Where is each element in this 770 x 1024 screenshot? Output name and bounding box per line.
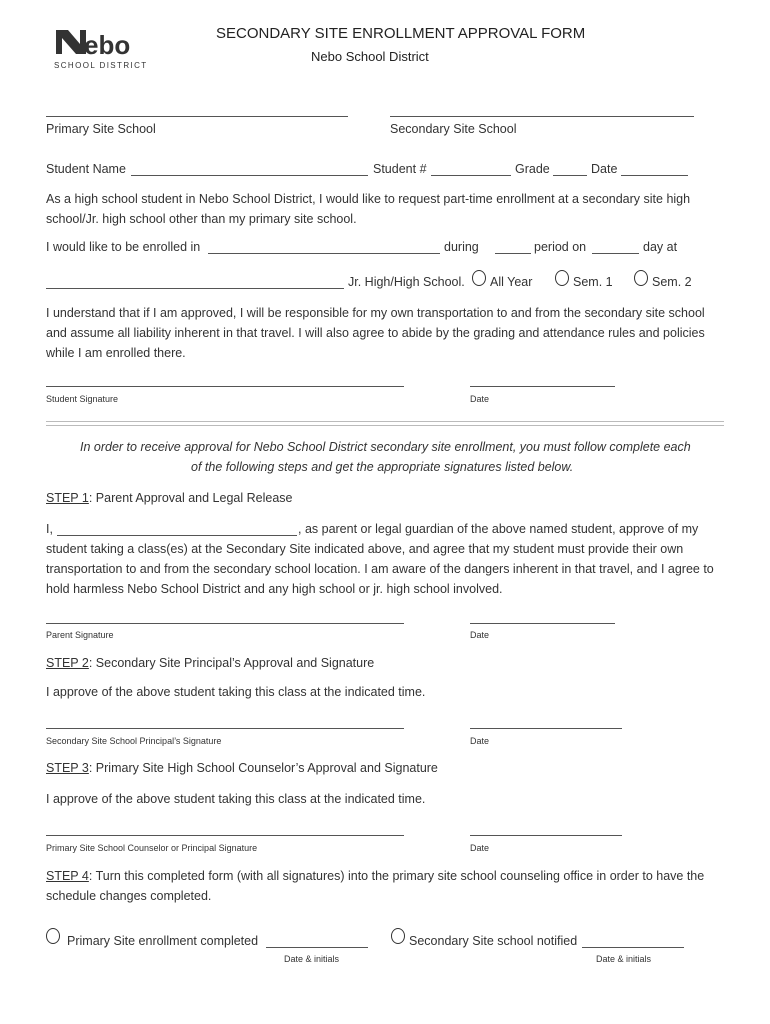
counselor-signature-field[interactable]: [46, 835, 404, 836]
principal-signature-label: Secondary Site School Principal’s Signature: [46, 736, 222, 746]
counselor-signature-label: Primary Site School Counselor or Principal Signature: [46, 843, 258, 853]
day-at-label: day at: [643, 240, 678, 254]
parent-date-field[interactable]: [470, 623, 615, 624]
student-name-label: Student Name: [46, 162, 126, 176]
day-field[interactable]: [592, 253, 639, 254]
step3-heading: [46, 761, 438, 775]
secondary-notified-label: Secondary Site school notified: [409, 934, 578, 948]
sem1-radio[interactable]: [555, 270, 569, 286]
svg-text:ebo: ebo: [84, 30, 131, 60]
understand-paragraph: I understand that if I am approved, I will be responsible for my own transportation to and from the secondary site school and assume all liability inherent in that travel. I will also agree to abide by the grading and attendance rules and policies while I am enrolled there.: [46, 306, 705, 360]
student-signature-label: Student Signature: [46, 394, 119, 404]
step4-paragraph: [46, 866, 726, 906]
primary-initials-label: Date & initials: [284, 954, 340, 964]
secondary-school-field[interactable]: [390, 116, 694, 117]
student-number-label: Student #: [373, 162, 427, 176]
primary-completed-radio[interactable]: [46, 928, 60, 944]
primary-completed-field[interactable]: [266, 947, 368, 948]
date-field[interactable]: [621, 175, 688, 176]
secondary-school-label: Secondary Site School: [390, 122, 517, 136]
step4-text: : Turn this completed form (with all signatures) into the primary site school counseling office in order to have the schedule changes completed.: [46, 869, 705, 903]
step1-i-label: I,: [46, 522, 53, 536]
secondary-notified-field[interactable]: [582, 947, 684, 948]
period-field[interactable]: [495, 253, 531, 254]
enroll-label: I would like to be enrolled in: [46, 240, 201, 254]
sem2-label: Sem. 2: [652, 275, 692, 289]
student-signature-field[interactable]: [46, 386, 404, 387]
primary-school-label: Primary Site School: [46, 122, 156, 136]
form-title: SECONDARY SITE ENROLLMENT APPROVAL FORM: [216, 25, 586, 42]
sem2-radio[interactable]: [634, 270, 648, 286]
parent-signature-label: Parent Signature: [46, 630, 114, 640]
counselor-date-label: Date: [470, 843, 490, 853]
intro-paragraph: As a high school student in Nebo School District, I would like to request part-time enrollment at a secondary site high school/Jr. high school other than my primary site school.: [46, 192, 691, 226]
high-school-label: Jr. High/High School.: [348, 275, 465, 289]
instructions-line-2: of the following steps and get the appropriate signatures listed below.: [191, 460, 574, 474]
parent-signature-field[interactable]: [46, 623, 404, 624]
step2-heading: [46, 656, 374, 670]
step4-label: STEP 4: [46, 869, 89, 883]
all-year-radio[interactable]: [472, 270, 486, 286]
parent-date-label: Date: [470, 630, 490, 640]
instructions-line-1: In order to receive approval for Nebo School District secondary site enrollment, you must follow complete each: [80, 440, 691, 454]
all-year-label: All Year: [490, 275, 533, 289]
sem1-label: Sem. 1: [573, 275, 613, 289]
primary-completed-label: Primary Site enrollment completed: [67, 934, 259, 948]
step2-title: : Secondary Site Principal’s Approval and Signature: [88, 656, 375, 670]
principal-date-label: Date: [470, 736, 490, 746]
primary-school-field[interactable]: [46, 116, 348, 117]
grade-label: Grade: [515, 162, 550, 176]
period-on-label: period on: [534, 240, 587, 254]
secondary-initials-label: Date & initials: [596, 954, 652, 964]
section-divider: [46, 421, 724, 426]
during-label: during: [444, 240, 479, 254]
step3-title: : Primary Site High School Counselor’s Approval and Signature: [88, 761, 438, 775]
step3-text: I approve of the above student taking this class at the indicated time.: [46, 792, 426, 806]
form-subtitle: Nebo School District: [311, 49, 429, 64]
step1-heading: [46, 491, 292, 505]
step3-label: STEP 3: [46, 761, 89, 775]
step2-label: STEP 2: [46, 656, 89, 670]
counselor-date-field[interactable]: [470, 835, 622, 836]
step1-label: STEP 1: [46, 491, 89, 505]
principal-date-field[interactable]: [470, 728, 622, 729]
student-name-field[interactable]: [131, 175, 368, 176]
high-school-field[interactable]: [46, 288, 344, 289]
class-field[interactable]: [208, 253, 440, 254]
grade-field[interactable]: [553, 175, 587, 176]
logo-subtitle: SCHOOL DISTRICT: [54, 61, 148, 70]
step1-title: : Parent Approval and Legal Release: [88, 491, 293, 505]
student-date-label: Date: [470, 394, 490, 404]
principal-signature-field[interactable]: [46, 728, 404, 729]
date-label: Date: [591, 162, 618, 176]
student-number-field[interactable]: [431, 175, 511, 176]
student-date-field[interactable]: [470, 386, 615, 387]
secondary-notified-radio[interactable]: [391, 928, 405, 944]
step1-paragraph: , as parent or legal guardian of the above named student, approve of my student taking a class(es) at the Secondary Site indicated above, and agree that my student must provide their own transportation to and from the secondary school location. I am aware of the dangers inherent in that travel, and I agree to hold harmless Nebo School District and any high school or jr. high school involved.: [46, 522, 714, 596]
step2-text: I approve of the above student taking this class at the indicated time.: [46, 685, 426, 699]
